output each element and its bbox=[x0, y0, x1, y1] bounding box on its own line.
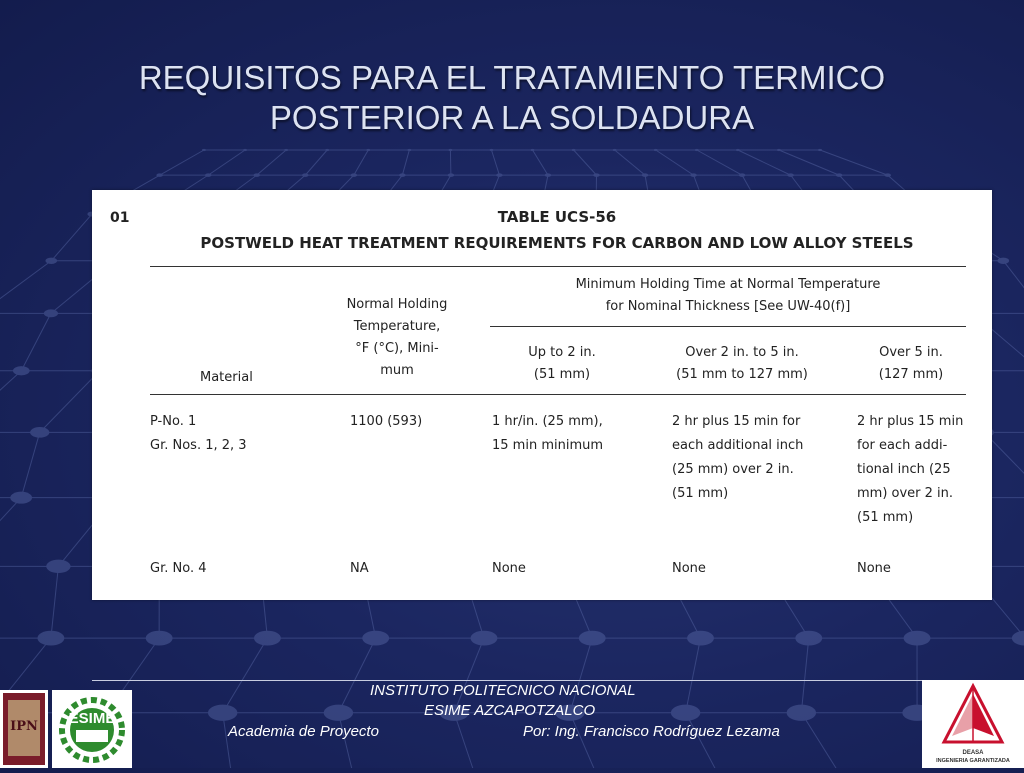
footer-institute: INSTITUTO POLITECNICO NACIONAL bbox=[370, 682, 636, 699]
row2-temperature: NA bbox=[350, 557, 480, 581]
mesh-node bbox=[884, 173, 891, 177]
mesh-node bbox=[904, 631, 931, 646]
mesh-node bbox=[407, 149, 411, 151]
row2-over-2-to-5in: None bbox=[672, 557, 852, 581]
mesh-node bbox=[531, 149, 535, 151]
mesh-line bbox=[686, 638, 701, 713]
mesh-node bbox=[362, 631, 389, 646]
mesh-line bbox=[223, 713, 234, 768]
deasa-logo-name: DEASA bbox=[962, 750, 984, 756]
mesh-line bbox=[801, 638, 808, 713]
mesh-node bbox=[787, 173, 794, 177]
mesh-line bbox=[160, 150, 204, 175]
mesh-node bbox=[572, 149, 576, 151]
row1-over-2-to-5in: 2 hr plus 15 min for each additional inch (25 mm) over 2 in. (51 mm) bbox=[672, 410, 852, 506]
mesh-line bbox=[656, 150, 694, 175]
mesh-line bbox=[533, 150, 548, 175]
mesh-node bbox=[579, 631, 606, 646]
mesh-node bbox=[997, 258, 1009, 264]
mesh-line bbox=[402, 150, 409, 175]
slide-title bbox=[60, 58, 964, 138]
mesh-node bbox=[10, 492, 32, 504]
slide-title-line1: REQUISITOS PARA EL TRATAMIENTO TERMICO bbox=[60, 58, 964, 98]
mesh-line bbox=[223, 638, 268, 713]
mesh-node bbox=[44, 309, 58, 317]
mesh-line bbox=[738, 150, 791, 175]
mesh-line bbox=[574, 150, 597, 175]
mesh-line bbox=[1003, 261, 1024, 314]
mesh-node bbox=[243, 149, 247, 151]
footer-school: ESIME AZCAPOTZALCO bbox=[424, 702, 595, 719]
row1-material: P-No. 1 Gr. Nos. 1, 2, 3 bbox=[150, 410, 330, 458]
mesh-node bbox=[736, 149, 740, 151]
mesh-line bbox=[354, 150, 368, 175]
mesh-node bbox=[496, 173, 503, 177]
mesh-node bbox=[1012, 631, 1024, 646]
mesh-node bbox=[545, 173, 552, 177]
table-caption: POSTWELD HEAT TREATMENT REQUIREMENTS FOR CARBON AND LOW ALLOY STEELS bbox=[152, 234, 962, 252]
row2-up-to-2in: None bbox=[492, 557, 662, 581]
mesh-node bbox=[205, 173, 212, 177]
mesh-node bbox=[302, 173, 309, 177]
row2-material: Gr. No. 4 bbox=[150, 557, 330, 581]
mesh-line bbox=[686, 713, 727, 768]
mesh-node bbox=[690, 173, 697, 177]
footer-academy: Academia de Proyecto bbox=[228, 723, 379, 740]
mesh-line bbox=[257, 150, 286, 175]
mesh-line bbox=[40, 371, 100, 433]
header-up-to-2in: Up to 2 in. (51 mm) bbox=[492, 342, 632, 386]
ipn-logo-text: IPN bbox=[10, 719, 38, 734]
mesh-node bbox=[695, 149, 699, 151]
mesh-line bbox=[338, 638, 375, 713]
mesh-line bbox=[697, 150, 742, 175]
footer-author: Por: Ing. Francisco Rodríguez Lezama bbox=[523, 723, 780, 740]
mesh-line bbox=[21, 313, 51, 370]
mesh-node bbox=[795, 631, 822, 646]
mesh-node bbox=[37, 631, 64, 646]
mesh-node bbox=[253, 173, 260, 177]
table-top-rule bbox=[150, 266, 966, 267]
mesh-node bbox=[818, 149, 822, 151]
mesh-line bbox=[305, 150, 327, 175]
mesh-node bbox=[471, 631, 498, 646]
mesh-node bbox=[30, 427, 49, 438]
footer-divider bbox=[92, 680, 952, 681]
table-name: TABLE UCS-56 bbox=[152, 208, 962, 226]
mesh-line bbox=[21, 432, 40, 497]
mesh-line bbox=[0, 261, 51, 314]
deasa-logo-tagline: INGENIERIA GARANTIZADA bbox=[936, 758, 1010, 764]
header-over-5in: Over 5 in. (127 mm) bbox=[852, 342, 970, 386]
mesh-line bbox=[615, 150, 645, 175]
mesh-line bbox=[454, 713, 480, 768]
mesh-line bbox=[0, 498, 21, 567]
mesh-node bbox=[671, 705, 700, 721]
deasa-logo bbox=[922, 680, 1024, 768]
mesh-node bbox=[654, 149, 658, 151]
header-material: Material bbox=[200, 366, 310, 390]
mesh-node bbox=[642, 173, 649, 177]
mesh-node bbox=[787, 705, 816, 721]
mesh-node bbox=[208, 705, 237, 721]
mesh-line bbox=[491, 150, 499, 175]
mesh-node bbox=[399, 173, 406, 177]
header-holding-time-group: Minimum Holding Time at Normal Temperature for Nominal Thickness [See UW-40(f)] bbox=[490, 274, 966, 318]
header-bottom-rule bbox=[150, 394, 966, 395]
ipn-logo bbox=[0, 690, 48, 768]
mesh-node bbox=[146, 631, 173, 646]
row2-over-5in: None bbox=[857, 557, 987, 581]
header-temperature: Normal Holding Temperature, °F (°C), Mini- mum bbox=[332, 294, 462, 382]
mesh-node bbox=[156, 173, 163, 177]
row1-up-to-2in: 1 hr/in. (25 mm), 15 min minimum bbox=[492, 410, 662, 458]
mesh-node bbox=[836, 173, 843, 177]
mesh-node bbox=[739, 173, 746, 177]
mesh-line bbox=[338, 713, 357, 768]
mesh-node bbox=[448, 173, 455, 177]
mesh-line bbox=[801, 713, 849, 768]
mesh-node bbox=[366, 149, 370, 151]
mesh-node bbox=[324, 705, 353, 721]
mesh-node bbox=[325, 149, 329, 151]
header-over-2-to-5in: Over 2 in. to 5 in. (51 mm to 127 mm) bbox=[657, 342, 827, 386]
mesh-node bbox=[489, 149, 493, 151]
row1-temperature: 1100 (593) bbox=[350, 410, 480, 434]
header-group-rule bbox=[490, 326, 966, 327]
mesh-node bbox=[46, 560, 70, 573]
mesh-node bbox=[202, 149, 206, 151]
slide-title-line2: POSTERIOR A LA SOLDADURA bbox=[60, 98, 964, 138]
mesh-node bbox=[254, 631, 281, 646]
esime-logo-text: ESIME bbox=[69, 710, 116, 727]
mesh-line bbox=[51, 214, 92, 261]
esime-logo bbox=[52, 690, 132, 768]
mesh-line bbox=[0, 371, 21, 433]
mesh-node bbox=[45, 258, 57, 264]
mesh-line bbox=[450, 150, 451, 175]
ucs56-table bbox=[92, 190, 992, 600]
mesh-node bbox=[13, 366, 30, 375]
table-number: 01 bbox=[110, 210, 129, 226]
row1-over-5in: 2 hr plus 15 min for each addi- tional inch (25 mm) over 2 in. (51 mm) bbox=[857, 410, 987, 530]
mesh-node bbox=[593, 173, 600, 177]
mesh-line bbox=[570, 713, 603, 768]
mesh-node bbox=[777, 149, 781, 151]
mesh-node bbox=[687, 631, 714, 646]
mesh-node bbox=[613, 149, 617, 151]
mesh-line bbox=[208, 150, 245, 175]
mesh-node bbox=[448, 149, 452, 151]
mesh-node bbox=[284, 149, 288, 151]
mesh-node bbox=[351, 173, 358, 177]
mesh-line bbox=[51, 566, 59, 638]
